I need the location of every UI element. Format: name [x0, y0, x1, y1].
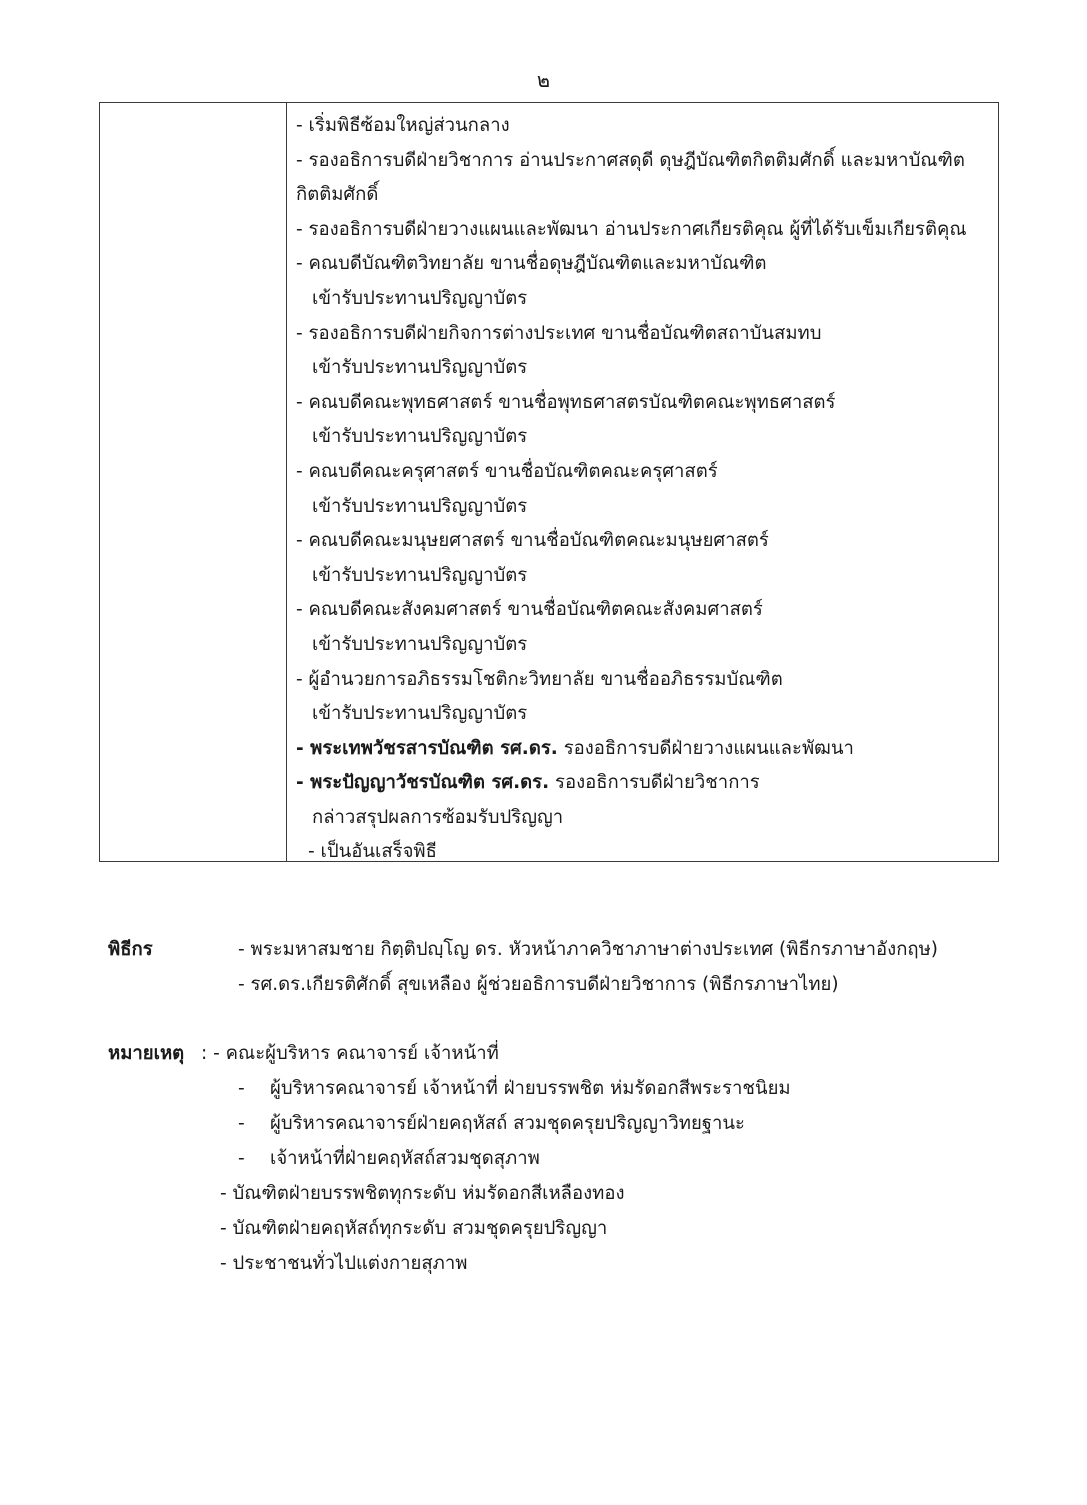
- schedule-table: [99, 102, 999, 862]
- page-number: ๒: [536, 68, 551, 92]
- schedule-line: - เป็นอันเสร็จพิธี: [308, 841, 437, 863]
- notes-sub-bullet: -: [238, 1113, 245, 1134]
- notes-label: หมายเหตุ: [108, 1043, 185, 1064]
- schedule-activity-column: [287, 103, 998, 861]
- schedule-line: - รองอธิการบดีฝ่ายวิชาการ อ่านประกาศสดุดี ดุษฎีบัณฑิตกิตติมศักดิ์ และมหาบัณฑิต: [296, 149, 965, 171]
- schedule-line: เข้ารับประทานปริญญาบัตร: [312, 426, 528, 448]
- speaker-name: - พระเทพวัชรสารบัณฑิต รศ.ดร.: [296, 737, 558, 759]
- notes-sub-bullet: -: [238, 1148, 245, 1169]
- emcee-label: พิธีกร: [108, 939, 153, 960]
- schedule-line: - คณบดีคณะสังคมศาสตร์ ขานชื่อบัณฑิตคณะสังคมศาสตร์: [296, 599, 763, 621]
- schedule-line: เข้ารับประทานปริญญาบัตร: [312, 287, 528, 309]
- notes-sub-item: ผู้บริหารคณาจารย์ เจ้าหน้าที่ ฝ่ายบรรพชิต ห่มรัดอกสีพระราชนิยม: [270, 1078, 791, 1099]
- notes-item: : - คณะผู้บริหาร คณาจารย์ เจ้าหน้าที่: [201, 1043, 499, 1064]
- schedule-line: - เริ่มพิธีซ้อมใหญ่ส่วนกลาง: [296, 115, 510, 136]
- schedule-time-column: [100, 103, 287, 861]
- schedule-line: เข้ารับประทานปริญญาบัตร: [312, 703, 528, 725]
- schedule-line: [296, 732, 990, 767]
- notes-item: - ประชาชนทั่วไปแต่งกายสุภาพ: [220, 1253, 468, 1274]
- schedule-line: - รองอธิการบดีฝ่ายวางแผนและพัฒนา อ่านประกาศเกียรติคุณ ผู้ที่ได้รับเข็มเกียรติคุณ: [296, 218, 967, 240]
- notes-sub-item: เจ้าหน้าที่ฝ่ายคฤหัสถ์สวมชุดสุภาพ: [270, 1148, 540, 1169]
- schedule-line: - คณบดีบัณฑิตวิทยาลัย ขานชื่อดุษฎีบัณฑิตและมหาบัณฑิต: [296, 253, 767, 275]
- schedule-line: เข้ารับประทานปริญญาบัตร: [312, 357, 528, 379]
- schedule-line: [296, 766, 990, 801]
- schedule-line: - ผู้อำนวยการอภิธรรมโชติกะวิทยาลัย ขานชื่ออภิธรรมบัณฑิต: [296, 668, 783, 690]
- emcee-item: - พระมหาสมชาย กิตฺติปญฺโญ ดร. หัวหน้าภาควิชาภาษาต่างประเทศ (พิธีกรภาษาอังกฤษ): [238, 939, 939, 960]
- notes-item: - บัณฑิตฝ่ายบรรพชิตทุกระดับ ห่มรัดอกสีเหลืองทอง: [220, 1183, 625, 1204]
- notes-sub-bullet: -: [238, 1078, 245, 1099]
- schedule-line: - คณบดีคณะครุศาสตร์ ขานชื่อบัณฑิตคณะครุศาสตร์: [296, 460, 718, 482]
- emcee-item: - รศ.ดร.เกียรติศักดิ์ สุขเหลือง ผู้ช่วยอธิการบดีฝ่ายวิชาการ (พิธีกรภาษาไทย): [238, 974, 839, 995]
- speaker-name: - พระปัญญาวัชรบัณฑิต รศ.ดร.: [296, 772, 550, 794]
- schedule-line: เข้ารับประทานปริญญาบัตร: [312, 633, 528, 655]
- schedule-line: - คณบดีคณะมนุษยศาสตร์ ขานชื่อบัณฑิตคณะมนุษยศาสตร์: [296, 530, 769, 552]
- speaker-title: รองอธิการบดีฝ่ายวางแผนและพัฒนา: [557, 737, 854, 759]
- schedule-line: กล่าวสรุปผลการซ้อมรับปริญญา: [312, 806, 564, 828]
- notes-sub-item: ผู้บริหารคณาจารย์ฝ่ายคฤหัสถ์ สวมชุดครุยปริญญาวิทยฐานะ: [270, 1113, 745, 1134]
- schedule-line: เข้ารับประทานปริญญาบัตร: [312, 564, 528, 586]
- schedule-line: เข้ารับประทานปริญญาบัตร: [312, 495, 528, 517]
- speaker-title: รองอธิการบดีฝ่ายวิชาการ: [549, 772, 760, 794]
- schedule-line: - รองอธิการบดีฝ่ายกิจการต่างประเทศ ขานชื่อบัณฑิตสถาบันสมทบ: [296, 322, 822, 344]
- schedule-line: - คณบดีคณะพุทธศาสตร์ ขานชื่อพุทธศาสตรบัณฑิตคณะพุทธศาสตร์: [296, 391, 836, 413]
- notes-item: - บัณฑิตฝ่ายคฤหัสถ์ทุกระดับ สวมชุดครุยปริญญา: [220, 1218, 608, 1239]
- schedule-line: กิตติมศักดิ์: [296, 184, 379, 206]
